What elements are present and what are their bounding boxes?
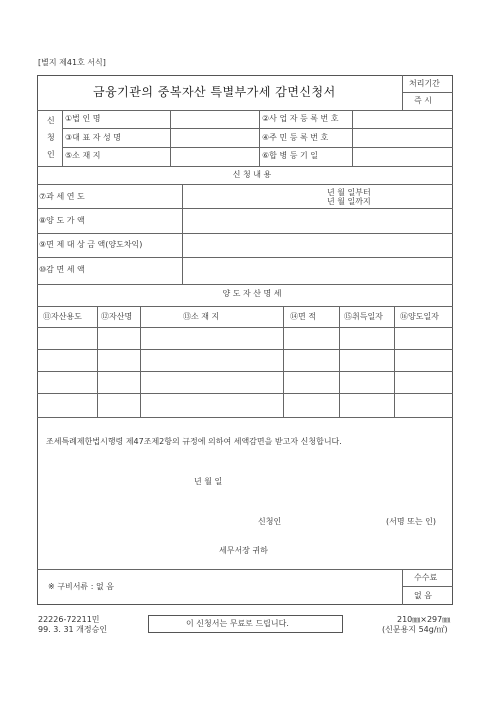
- section-application-content: 신 청 내 용: [232, 170, 272, 179]
- col-area: ⑭면 적: [290, 312, 316, 321]
- applicant-side-3: 인: [47, 150, 55, 159]
- col-asset-name: ⑫자산명: [101, 312, 133, 321]
- processing-period-label: 처리기간: [409, 79, 440, 88]
- application-statement: 조세특례제한법시행령 제47조제2항의 규정에 의하여 세액감면을 받고자 신청합니다.: [46, 437, 342, 446]
- exempt-tax-label: ⑩감 면 세 액: [39, 265, 85, 274]
- section-transfer-assets: 양 도 자 산 명 세: [222, 289, 282, 298]
- table-row[interactable]: [38, 372, 452, 392]
- col-location: ⑬소 재 지: [183, 312, 220, 321]
- attachments-note: ※ 구비서류 : 없 음: [48, 582, 114, 591]
- col-asset-use: ⑪자산용도: [43, 312, 82, 321]
- free-notice: 이 신청서는 무료로 드립니다.: [186, 619, 289, 628]
- resident-no-field[interactable]: [353, 129, 452, 146]
- table-row[interactable]: [38, 328, 452, 348]
- merger-date-label: ⑥합 병 등 기 일: [262, 151, 318, 160]
- merger-date-field[interactable]: [353, 148, 452, 165]
- col-transfer-date: ⑯양도일자: [400, 312, 439, 321]
- transfer-price-field[interactable]: [183, 209, 452, 232]
- applicant-side-2: 청: [47, 133, 55, 142]
- form-number: [별지 제41호 서식]: [38, 58, 106, 67]
- footer-code: 22226-72211민: [38, 615, 100, 624]
- address-field[interactable]: [171, 148, 258, 165]
- table-row[interactable]: [38, 350, 452, 370]
- transfer-price-label: ⑧양 도 가 액: [39, 216, 85, 225]
- exempt-target-field[interactable]: [183, 234, 452, 256]
- sign-note: (서명 또는 인): [386, 517, 436, 526]
- biz-reg-no-field[interactable]: [353, 111, 452, 127]
- exempt-tax-field[interactable]: [183, 258, 452, 283]
- applicant-side-1: 신: [47, 116, 55, 125]
- processing-period-value: 즉 시: [414, 96, 432, 105]
- address-label: ⑤소 재 지: [65, 151, 101, 160]
- resident-no-label: ④주 민 등 록 번 호: [262, 133, 329, 142]
- signature-field[interactable]: [300, 514, 382, 528]
- date-line: 년 월 일: [194, 477, 223, 486]
- paper-type: (신문용지 54g/㎡): [382, 625, 448, 634]
- footer-approval: 99. 3. 31 개정승인: [38, 625, 108, 634]
- rep-name-label: ③대 표 자 성 명: [65, 133, 121, 142]
- rep-name-field[interactable]: [171, 129, 258, 146]
- fee-value: 없 음: [414, 591, 432, 600]
- table-row[interactable]: [38, 394, 452, 416]
- signer-label: 신청인: [258, 517, 282, 526]
- col-acquisition-date: ⑮취득일자: [344, 312, 383, 321]
- biz-reg-no-label: ②사 업 자 등 록 번 호: [262, 114, 339, 123]
- fee-label: 수수료: [414, 573, 438, 582]
- tax-year-label: ⑦과 세 연 도: [39, 192, 85, 201]
- addressee: 세무서장 귀하: [219, 546, 268, 555]
- corp-name-label: ①법 인 명: [65, 114, 101, 123]
- corp-name-field[interactable]: [171, 111, 258, 127]
- tax-year-to: 년 월 일까지: [327, 197, 371, 206]
- tax-year-from: 년 월 일부터: [327, 188, 371, 197]
- exempt-target-label: ⑨면 제 대 상 금 액(양도차익): [39, 240, 143, 249]
- paper-size: 210㎜×297㎜: [397, 615, 451, 624]
- form-title: 금융기관의 중복자산 특별부가세 감면신청서: [93, 85, 336, 99]
